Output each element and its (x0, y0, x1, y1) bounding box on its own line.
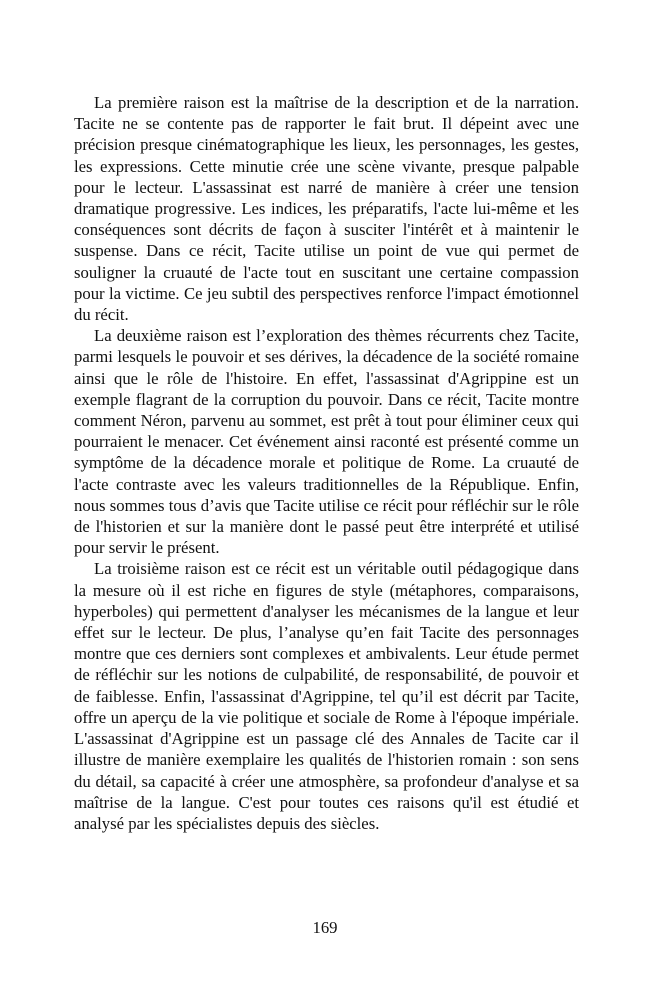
page-number: 169 (312, 918, 338, 937)
paragraph-second-reason: La deuxième raison est l’exploration des thèmes récurrents chez Tacite, parmi lesquels le pouvoir et ses dérives, la décadence de la société romaine ainsi que le rôle de l'histoire. En effet, l'assassinat d'Agrippine est un exemple flagrant de la corruption du pouvoir. Dans ce récit, Tacite montre comment Néron, parvenu au sommet, est prêt à tout pour éliminer ceux qui pourraient le menacer. Cet événement ainsi raconté est présenté comme un symptôme de la décadence morale et politique de Rome. La cruauté de l'acte contraste avec les valeurs traditionnelles de la République. Enfin, nous sommes tous d’avis que Tacite utilise ce récit pour réfléchir sur le rôle de l'historien et sur la manière dont le passé peut être interprété et utilisé pour servir le présent. (74, 326, 579, 558)
body-text (74, 92, 579, 834)
paragraph-third-reason: La troisième raison est ce récit est un véritable outil pédagogique dans la mesure où il est riche en figures de style (métaphores, comparaisons, hyperboles) qui permettent d'analyser les mécanismes de la langue et leur effet sur le lecteur. De plus, l’analyse qu’en fait Tacite des personnages montre que ces derniers sont complexes et ambivalents. Leur étude permet de réfléchir sur les notions de culpabilité, de responsabilité, de pouvoir et de faiblesse. Enfin, l'assassinat d'Agrippine, tel qu’il est décrit par Tacite, offre un aperçu de la vie politique et sociale de Rome à l'époque impériale. L'assassinat d'Agrippine est un passage clé des Annales de Tacite car il illustre de manière exemplaire les qualités de l'historien romain : son sens du détail, sa capacité à créer une atmosphère, sa profondeur d'analyse et sa maîtrise de la langue. C'est pour toutes ces raisons qu'il est étudié et analysé par les spécialistes depuis des siècles. (74, 559, 579, 833)
paragraph-first-reason: La première raison est la maîtrise de la description et de la narration. Tacite ne se contente pas de rapporter le fait brut. Il dépeint avec une précision presque cinématographique les lieux, les personnages, les gestes, les expressions. Cette minutie crée une scène vivante, presque palpable pour le lecteur. L'assassinat est narré de manière à créer une tension dramatique progressive. Les indices, les préparatifs, l'acte lui-même et les conséquences sont décrits de façon à susciter l'intérêt et à maintenir le suspense. Dans ce récit, Tacite utilise un point de vue qui permet de souligner la cruauté de l'acte tout en suscitant une certaine compassion pour la victime. Ce jeu subtil des perspectives renforce l'impact émotionnel du récit. (74, 93, 579, 325)
